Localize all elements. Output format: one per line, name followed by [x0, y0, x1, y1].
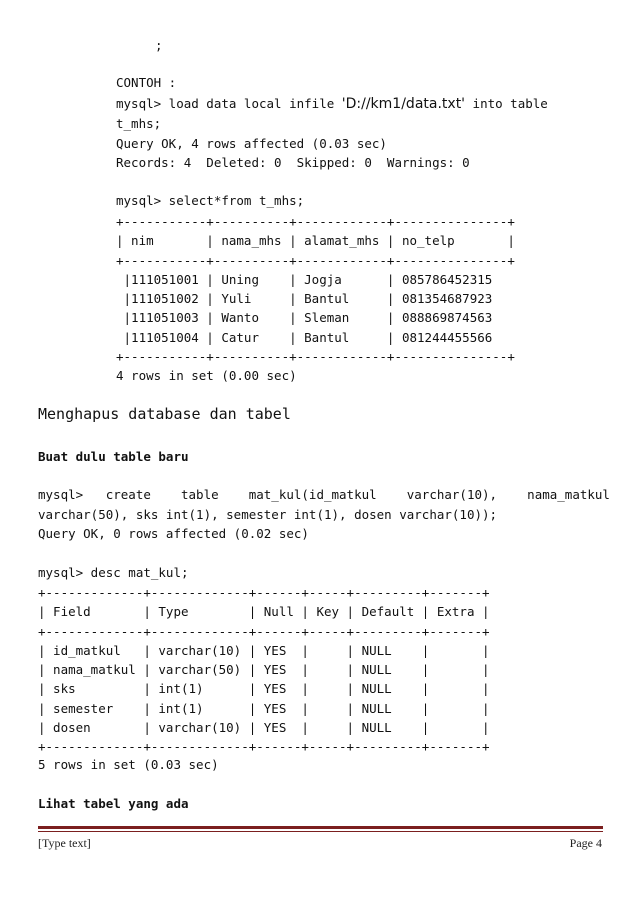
desc-rows-in-set: 5 rows in set (0.03 sec) [38, 757, 219, 772]
create-command-line1: mysql> create table mat_kul(id_matkul varchar(10), nama_matkul [38, 487, 610, 502]
contoh-label: CONTOH : [116, 75, 177, 90]
create-query-ok: Query OK, 0 rows affected (0.02 sec) [38, 526, 309, 541]
footer-rule-thick [38, 826, 603, 829]
load-records: Records: 4 Deleted: 0 Skipped: 0 Warnings: 0 [116, 155, 470, 170]
subheading-show: Lihat tabel yang ada [38, 796, 189, 811]
footer-left-text: [Type text] [38, 836, 91, 850]
section-heading: Menghapus database dan tabel [38, 405, 291, 423]
create-command-line2: varchar(50), sks int(1), semester int(1), dosen varchar(10)); [38, 507, 498, 522]
select-rows-in-set: 4 rows in set (0.00 sec) [116, 368, 297, 383]
t-mhs-result-table: +-----------+----------+------------+---------------+ | nim | nama_mhs | alamat_mhs | no_telp | +-----------+----------+------------+---------------+ |111051001 | Uning | Jogja | 085786452315 |111051002 | Yuli | Bantul | 081354687923 |111051003 | Wanto | Sleman | 088869874563 |111051004 | Catur | Bantul | 081244455566 +-----------+----------+------------+---------------+ [116, 214, 515, 365]
load-data-continuation: t_mhs; [116, 116, 162, 131]
load-path: 'D://km1/data.txt' [341, 96, 466, 112]
desc-command: mysql> desc mat_kul; [38, 565, 189, 580]
load-suffix: into table [465, 96, 548, 111]
subheading-create: Buat dulu table baru [38, 449, 189, 464]
desc-result-table: +-------------+-------------+------+-----+---------+-------+ | Field | Type | Null | Key | Default | Extra | +-------------+-------------+------+-----+---------+-------+ | id_matkul | varchar(10) | YES | | NULL | | | nama_matkul | varchar(50) | YES | | NULL | | | sks | int(1) | YES | | NULL | | | semester | int(1) | YES | | NULL | | | dosen | varchar(10) | YES | | NULL | | +-------------+-------------+------+-----+---------+-------+ [38, 585, 490, 755]
load-data-command [116, 96, 548, 112]
semicolon-line: ; [155, 38, 163, 53]
footer-rule-thin [38, 831, 603, 832]
select-command: mysql> select*from t_mhs; [116, 193, 305, 208]
footer-page-number: Page 4 [569, 836, 602, 850]
load-prefix: mysql> load data local infile [116, 96, 342, 111]
load-query-ok: Query OK, 4 rows affected (0.03 sec) [116, 136, 387, 151]
